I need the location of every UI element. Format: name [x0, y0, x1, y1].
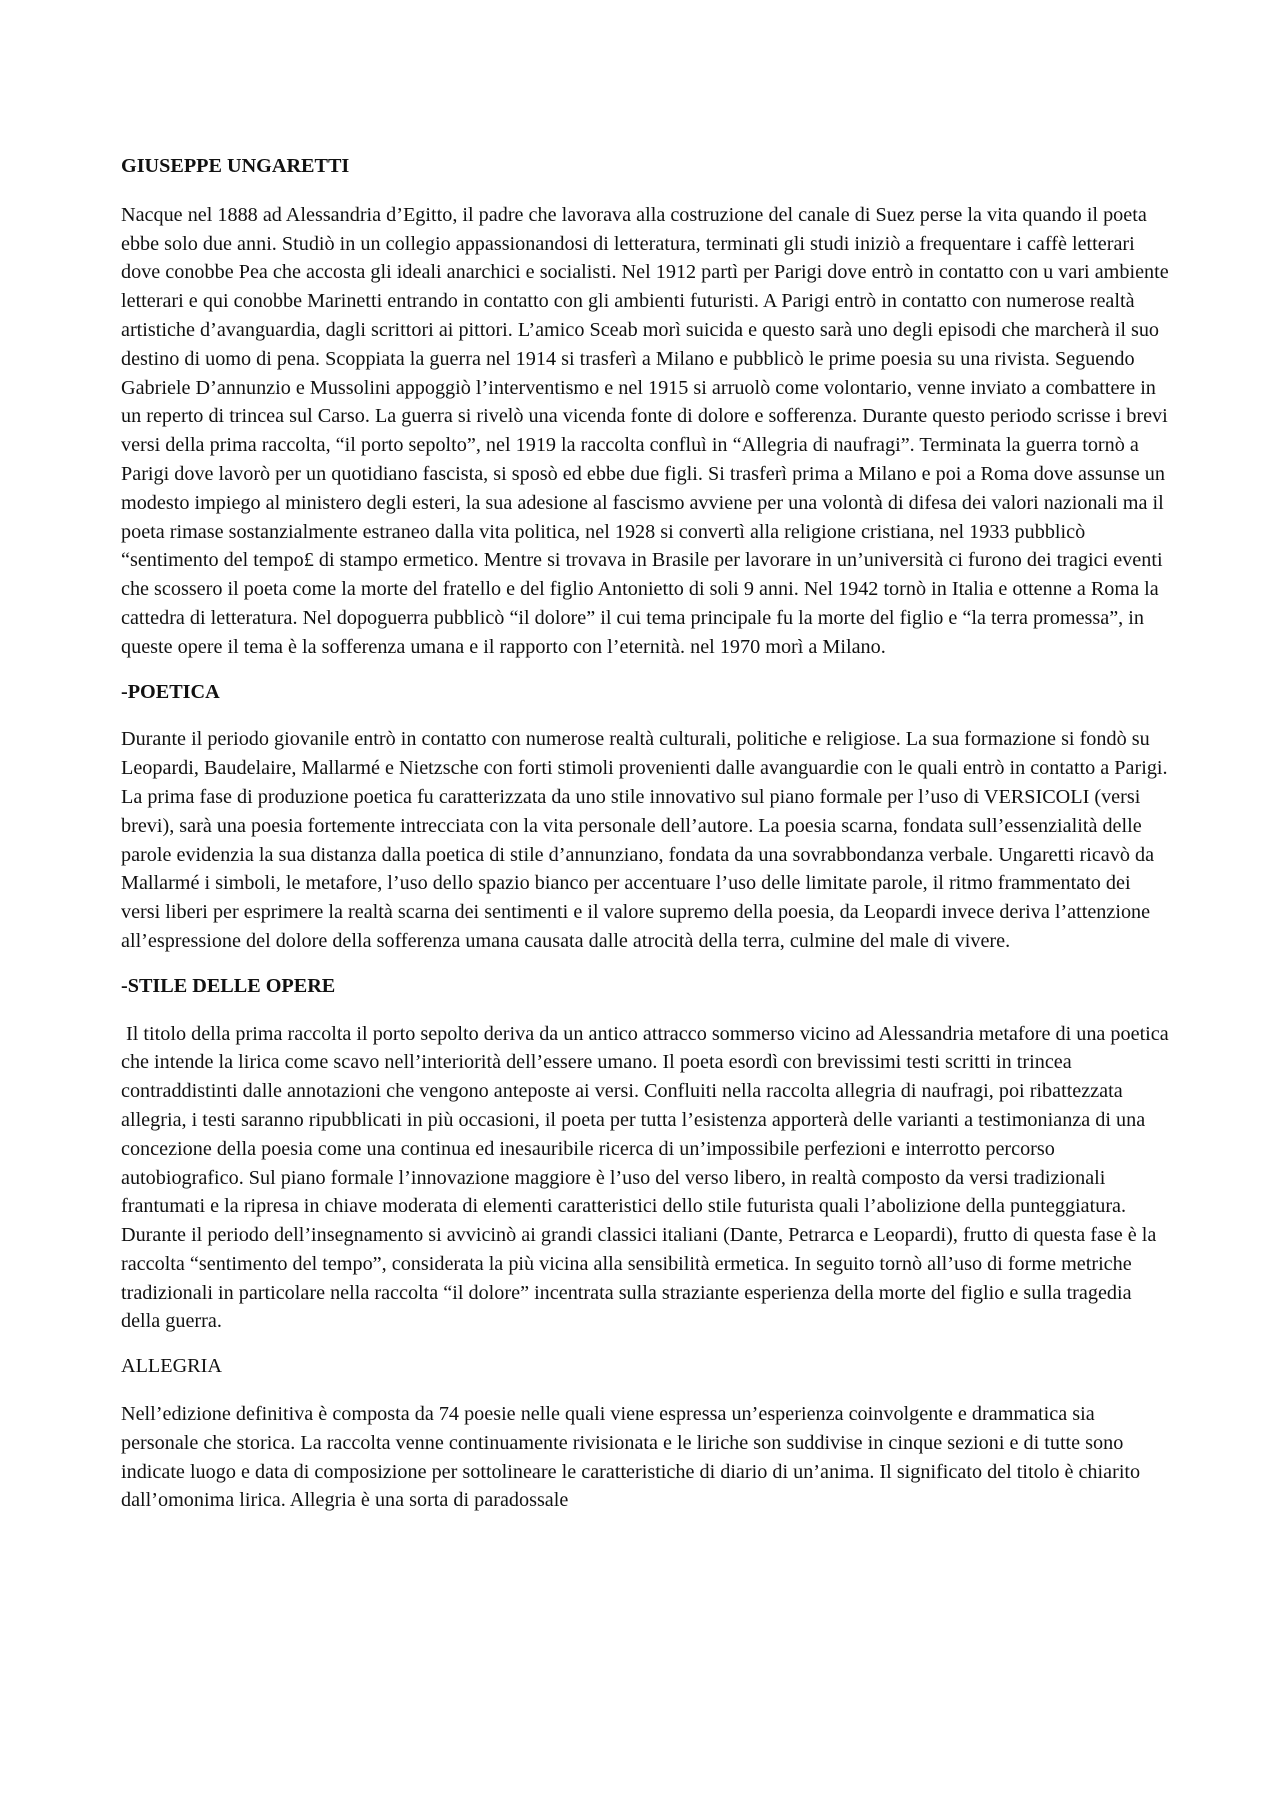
poetica-heading: -POETICA — [121, 680, 220, 703]
biography-paragraph: Nacque nel 1888 ad Alessandria d’Egitto, il padre che lavorava alla costruzione del canale di Suez perse la vita quando il poeta ebbe solo due anni. Studiò in un collegio appassionandosi di letteratura, terminati gli studi iniziò a frequentare i caffè letterari dove conobbe Pea che accosta gli ideali anarchici e socialisti. Nel 1912 partì per Parigi dove entrò in contatto con u vari ambiente letterari e qui conobbe Marinetti entrando in contatto con gli ambienti futuristi. A Parigi entrò in contatto con numerose realtà artistiche d’avanguardia, dagli scrittori ai pittori. L’amico Sceab morì suicida e questo sarà uno degli episodi che marcherà il suo destino di uomo di pena. Scoppiata la guerra nel 1914 si trasferì a Milano e pubblicò le prime poesia su una rivista. Seguendo Gabriele D’annunzio e Mussolini appoggiò l’interventismo e nel 1915 si arruolò come volontario, venne inviato a combattere in un reperto di trincea sul Carso. La guerra si rivelò una vicenda fonte di dolore e sofferenza. Durante questo periodo scrisse i brevi versi della prima raccolta, “il porto sepolto”, nel 1919 la raccolta confluì in “Allegria di naufragi”. Terminata la guerra tornò a Parigi dove lavorò per un quotidiano fascista, si sposò ed ebbe due figli. Si trasferì prima a Milano e poi a Roma dove assunse un modesto impiego al ministero degli esteri, la sua adesione al fascismo avviene per una volontà di difesa dei valori nazionali ma il poeta rimase sostanzialmente estraneo dalla vita politica, nel 1928 si convertì alla religione cristiana, nel 1933 pubblicò “sentimento del tempo£ di stampo ermetico. Mentre si trovava in Brasile per lavorare in un’università ci furono dei tragici eventi che scossero il poeta come la morte del fratello e del figlio Antonietto di soli 9 anni. Nel 1942 tornò in Italia e ottenne a Roma la cattedra di letteratura. Nel dopoguerra pubblicò “il dolore” il cui tema principale fu la morte del figlio e “la terra promessa”, in queste opere il tema è la sofferenza umana e il rapporto con l’eternità. nel 1970 morì a Milano. — [121, 203, 1169, 658]
allegria-heading: ALLEGRIA — [121, 1355, 222, 1378]
poetica-paragraph: Durante il periodo giovanile entrò in contatto con numerose realtà culturali, politiche e religiose. La sua formazione si fondò su Leopardi, Baudelaire, Mallarmé e Nietzsche con forti stimoli provenienti dalle avanguardie con le quali entrò in contatto a Parigi. La prima fase di produzione poetica fu caratterizzata da uno stile innovativo sul piano formale per l’uso di VERSICOLI (versi brevi), sarà una poesia fortemente intrecciata con la vita personale dell’autore. La poesia scarna, fondata sull’essenzialità delle parole evidenzia la sua distanza dalla poetica di stile d’annunziano, fondata da una sovrabbondanza verbale. Ungaretti ricavò da Mallarmé i simboli, le metafore, l’uso dello spazio bianco per accentuare l’uso delle limitate parole, il ritmo frammentato dei versi liberi per esprimere la realtà scarna dei sentimenti e il valore supremo della poesia, da Leopardi invece deriva l’attenzione all’espressione del dolore della sofferenza umana causata dalle atrocità della terra, culmine del male di vivere. — [121, 728, 1168, 952]
allegria-paragraph: Nell’edizione definitiva è composta da 74 poesie nelle quali viene espressa un’esperienza coinvolgente e drammatica sia personale che storica. La raccolta venne continuamente rivisionata e le liriche son suddivise in cinque sezioni e di tutte sono indicate luogo e data di composizione per sottolineare le caratteristiche di diario di un’anima. Il significato del titolo è chiarito dall’omonima lirica. Allegria è una sorta di paradossale — [121, 1403, 1141, 1512]
document-title: GIUSEPPE UNGARETTI — [121, 155, 350, 177]
document-page — [121, 152, 1174, 1531]
stile-paragraph: Il titolo della prima raccolta il porto sepolto deriva da un antico attracco sommerso vicino ad Alessandria metafore di una poetica che intende la lirica come scavo nell’interiorità dell’essere umano. Il poeta esordì con brevissimi testi scritti in trincea contraddistinti dalle annotazioni che vengono anteposte ai versi. Confluiti nella raccolta allegria di naufragi, poi ribattezzata allegria, i testi saranno ripubblicati in più occasioni, il poeta per tutta l’esistenza apporterà delle varianti a testimonianza di una concezione della poesia come una continua ed inesauribile ricerca di un’impossibile perfezioni e interrotto percorso autobiografico. Sul piano formale l’innovazione maggiore è l’uso del verso libero, in realtà composto da versi tradizionali frantumati e la ripresa in chiave moderata di elementi caratteristici dello stile futurista quali l’abolizione della punteggiatura. Durante il periodo dell’insegnamento si avvicinò ai grandi classici italiani (Dante, Petrarca e Leopardi), frutto di questa fase è la raccolta “sentimento del tempo”, considerata la più vicina alla sensibilità ermetica. In seguito tornò all’uso di forme metriche tradizionali in particolare nella raccolta “il dolore” incentrata sulla straziante esperienza della morte del figlio e sulla tragedia della guerra. — [121, 1022, 1174, 1333]
stile-heading: -STILE DELLE OPERE — [121, 974, 336, 997]
